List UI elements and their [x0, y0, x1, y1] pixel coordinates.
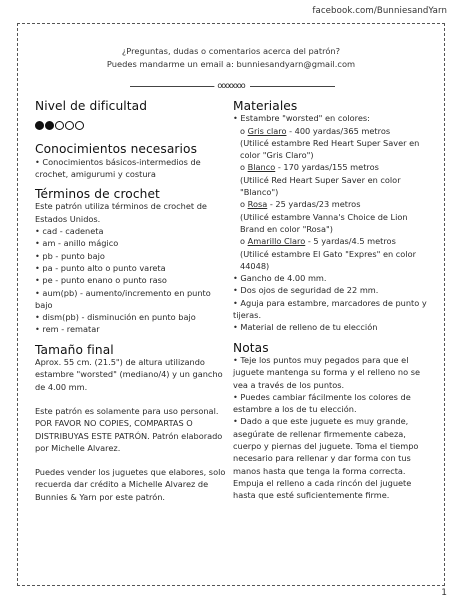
note-item: • Puedes cambiar fácilmente los colores de estambre a los de tu elección.	[233, 391, 411, 415]
materials-section	[233, 100, 433, 334]
yarn-item-gray: o Gris claro - 400 yardas/365 metros (Utilicé estambre Red Heart Super Saver en color "Gris Claro")	[233, 125, 433, 162]
contact-intro	[18, 45, 444, 71]
term-item: • cad - cadeneta	[35, 226, 104, 237]
yarn-note: (Utilicé Red Heart Super Saver en color "Blanco")	[240, 174, 401, 198]
term-item: • am - anillo mágico	[35, 238, 119, 249]
note-item: • Teje los puntos muy pegados para que el juguete mantenga su forma y el relleno no se vea a través de los puntos.	[233, 354, 421, 390]
facebook-url: facebook.com/BunniesandYarn	[312, 6, 447, 16]
term-item: • aum(pb) - aumento/incremento en punto bajo	[35, 287, 211, 310]
difficulty-rating	[35, 121, 229, 130]
yarn-note: (Utilicé estambre Red Heart Super Saver en color "Gris Claro")	[240, 137, 420, 161]
empty-dot-icon	[75, 121, 84, 130]
filled-dot-icon	[35, 121, 44, 130]
size-text: Aprox. 55 cm. (21.5") de altura utilizando estambre "worsted" (mediano/4) y un gancho de 4.00 mm.	[35, 357, 223, 392]
notes-list	[233, 354, 433, 502]
yarn-note: (Utilicé estambre Vanna's Choice de Lion Brand en color "Rosa")	[240, 211, 408, 234]
contact-email: Puedes mandarme un email a: bunniesandyarn@gmail.com	[106, 59, 356, 69]
left-column	[35, 100, 229, 511]
material-item: • Gancho de 4.00 mm.	[233, 273, 327, 284]
term-item: • dism(pb) - disminución en punto bajo	[35, 312, 196, 323]
material-item: • Aguja para estambre, marcadores de punto y tijeras.	[233, 297, 427, 321]
empty-dot-icon	[65, 121, 74, 130]
yarn-color: Rosa	[247, 199, 268, 210]
page-number: 1	[441, 588, 447, 598]
yarn-note: (Utilicé estambre El Gato "Expres" en color 44048)	[240, 248, 416, 271]
notes-title: Notas	[233, 340, 269, 355]
terms-intro: Este patrón utiliza términos de crochet de Estados Unidos.	[35, 201, 207, 224]
terms-title: Términos de crochet	[35, 187, 160, 202]
yarn-color: Amarillo Claro	[247, 236, 306, 247]
knowledge-text: • Conocimientos básicos-intermedios de crochet, amigurumi y costura	[35, 156, 201, 179]
yarn-color: Gris claro	[247, 125, 287, 136]
materials-list	[233, 272, 433, 333]
yarn-color: Blanco	[247, 162, 276, 173]
contact-question: ¿Preguntas, dudas o comentarios acerca del patrón?	[121, 46, 341, 56]
yarn-amount: - 170 yardas/155 metros	[275, 162, 379, 173]
yarn-amount: - 400 yardas/365 metros	[286, 125, 391, 136]
size-title: Tamaño final	[35, 342, 114, 357]
term-item: • pe - punto enano o punto raso	[35, 275, 167, 286]
size-section	[35, 344, 229, 503]
chain-links-icon: ooooooo	[214, 81, 247, 91]
yarn-intro: • Estambre "worsted" en colores:	[233, 113, 370, 124]
difficulty-title: Nivel de dificultad	[35, 99, 148, 113]
pattern-frame	[17, 23, 445, 586]
material-item: • Dos ojos de seguridad de 22 mm.	[233, 285, 379, 296]
materials-title: Materiales	[233, 99, 298, 113]
filled-dot-icon	[45, 121, 54, 130]
terms-section	[35, 188, 229, 336]
term-item: • pa - punto alto o punto vareta	[35, 262, 166, 273]
knowledge-title: Conocimientos necesarios	[35, 142, 198, 157]
terms-list	[35, 225, 229, 336]
difficulty-section	[35, 100, 229, 130]
right-column	[233, 100, 433, 510]
knowledge-section	[35, 143, 229, 180]
note-item: • Dado a que este juguete es muy grande, asegúrate de rellenar firmemente cabeza, cuerpo y piernas del juguete. Toma el tiempo necesario para rellenar y dar forma con tus manos hasta que tenga la forma correcta. Empuja el relleno a cada rincón del juguete hasta que esté suficientemente firme.	[233, 416, 419, 501]
yarn-item-yellow: o Amarillo Claro - 5 yardas/4.5 metros (Utilicé estambre El Gato "Expres" en color 44048)	[233, 235, 433, 272]
sell-text: Puedes vender los juguetes que elabores, solo recuerda dar crédito a Michelle Alvarez de Bunnies & Yarn por este patrón.	[35, 467, 226, 502]
chain-divider	[18, 81, 444, 91]
yarn-amount: - 5 yardas/4.5 metros	[305, 236, 396, 247]
term-item: • pb - punto bajo	[35, 250, 105, 261]
empty-dot-icon	[55, 121, 64, 130]
term-item: • rem - rematar	[35, 324, 100, 335]
notes-section	[233, 342, 433, 502]
yarn-item-white: o Blanco - 170 yardas/155 metros (Utilicé Red Heart Super Saver en color "Blanco")	[233, 161, 433, 198]
copyright-text: Este patrón es solamente para uso personal. POR FAVOR NO COPIES, COMPARTAS O DISTRIBUYAS ESTE PATRÓN. Patrón elaborado por Michelle Alvarez.	[35, 405, 223, 453]
material-item: • Material de relleno de tu elección	[233, 322, 378, 333]
yarn-amount: - 25 yardas/23 metros	[267, 199, 361, 210]
yarn-item-pink: o Rosa - 25 yardas/23 metros (Utilicé estambre Vanna's Choice de Lion Brand en color "Rosa")	[233, 198, 433, 235]
